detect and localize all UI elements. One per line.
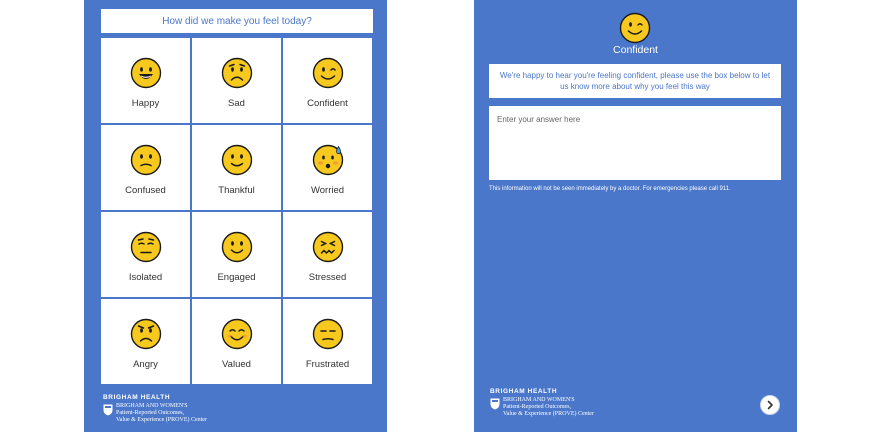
shield-logo-icon [103, 404, 113, 416]
brand-line-2: Patient-Reported Outcomes, [116, 410, 184, 416]
emotion-label: Confident [307, 98, 348, 109]
emotion-picker-panel [84, 0, 387, 432]
chevron-right-icon [765, 400, 775, 410]
brand-name: BRIGHAM HEALTH [490, 388, 558, 395]
emotion-grid [101, 38, 373, 384]
emotion-tile-valued[interactable] [192, 299, 281, 384]
emotion-label: Valued [222, 359, 251, 370]
worried-face-icon [312, 144, 344, 176]
emotion-label: Isolated [128, 272, 163, 283]
stressed-face-icon [312, 231, 344, 263]
brand-row [103, 403, 207, 424]
emotion-label: Frustrated [305, 359, 350, 370]
emotion-tile-thankful[interactable] [192, 125, 281, 210]
brand-line-2: Patient-Reported Outcomes, [503, 404, 571, 410]
emotion-label: Confused [125, 185, 166, 196]
selected-emotion-title: Confident [613, 44, 658, 56]
brand-name: BRIGHAM HEALTH [103, 394, 171, 401]
emotion-tile-stressed[interactable] [283, 212, 372, 297]
brand-footer [103, 394, 207, 424]
emotion-tile-confused[interactable] [101, 125, 190, 210]
brand-line-3: Value & Experience (PROVE) Center [116, 417, 207, 423]
happy-face-icon [130, 57, 162, 89]
emotion-tile-worried[interactable] [283, 125, 372, 210]
brand-line-3: Value & Experience (PROVE) Center [503, 411, 594, 417]
brand-hospital: BRIGHAM AND WOMEN'S [116, 403, 188, 409]
emotion-tile-confident[interactable] [283, 38, 372, 123]
valued-face-icon [221, 318, 253, 350]
sad-face-icon [221, 57, 253, 89]
emotion-label: Stressed [308, 272, 347, 283]
emotion-label: Thankful [218, 185, 255, 196]
brand-hospital: BRIGHAM AND WOMEN'S [503, 397, 575, 403]
brand-lines [116, 403, 207, 424]
emotion-label: Worried [310, 185, 345, 196]
emotion-label: Engaged [217, 272, 256, 283]
feedback-message: We're happy to hear you're feeling confident, please use the box below to let us know more about why you feel this way [489, 64, 781, 98]
confident-face-icon [312, 57, 344, 89]
answer-textarea[interactable] [489, 106, 781, 180]
brand-footer-right [490, 388, 594, 418]
emotion-tile-happy[interactable] [101, 38, 190, 123]
emotion-tile-frustrated[interactable] [283, 299, 372, 384]
thankful-face-icon [221, 144, 253, 176]
disclaimer-text: This information will not be seen immediately by a doctor. For emergencies please call 911. [489, 186, 731, 192]
shield-logo-icon [490, 398, 500, 410]
brand-lines [503, 397, 594, 418]
feedback-detail-panel [474, 0, 797, 432]
confused-face-icon [130, 144, 162, 176]
frustrated-face-icon [312, 318, 344, 350]
emotion-tile-sad[interactable] [192, 38, 281, 123]
emotion-label: Angry [133, 359, 158, 370]
brand-row [490, 397, 594, 418]
emotion-tile-engaged[interactable] [192, 212, 281, 297]
next-button[interactable] [760, 395, 780, 415]
isolated-face-icon [130, 231, 162, 263]
confident-face-icon [619, 12, 651, 44]
emotion-tile-angry[interactable] [101, 299, 190, 384]
engaged-face-icon [221, 231, 253, 263]
angry-face-icon [130, 318, 162, 350]
question-header: How did we make you feel today? [101, 9, 373, 33]
emotion-tile-isolated[interactable] [101, 212, 190, 297]
emotion-label: Happy [131, 98, 160, 109]
emotion-label: Sad [228, 98, 245, 109]
